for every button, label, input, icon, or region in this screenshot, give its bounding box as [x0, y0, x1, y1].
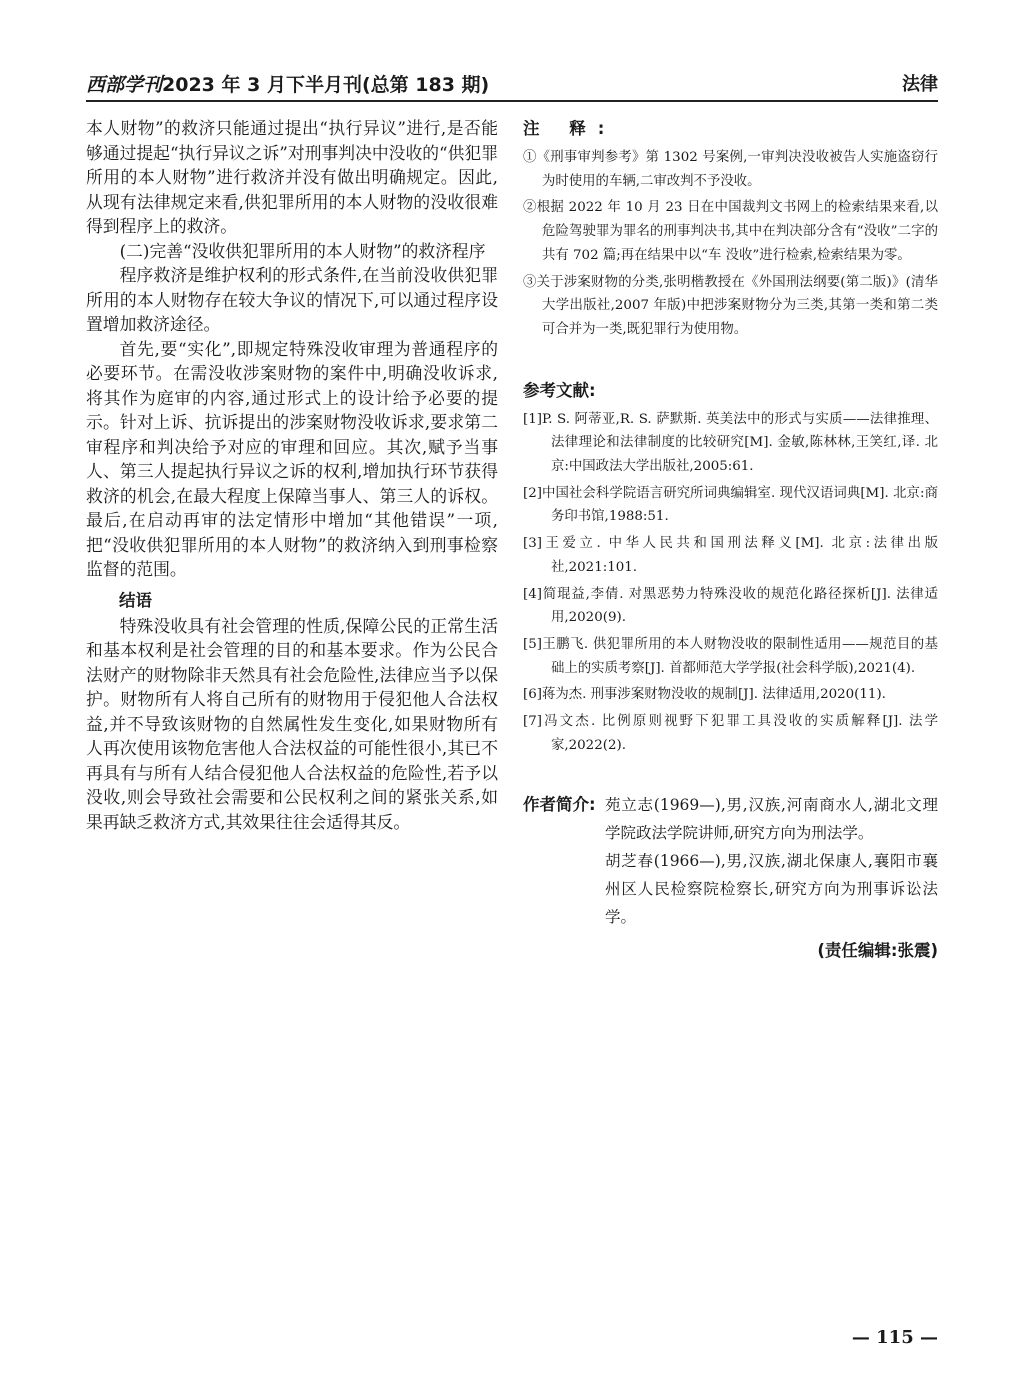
author-bio — [523, 791, 938, 931]
reference-item: [1]P. S. 阿蒂亚,R. S. 萨默斯. 英美法中的形式与实质——法律推理、法律理论和法律制度的比较研究[M]. 金敏,陈林林,王笑红,译. 北京:中国政法大学出版社,2005:61. — [523, 411, 938, 475]
body-paragraph: 本人财物”的救济只能通过提出“执行异议”进行,是否能够通过提起“执行异议之诉”对刑事判决中没收的“供犯罪所用的本人财物”进行救济并没有做出明确规定。因此,从现有法律规定来看,供犯罪所用的本人财物的没收很难得到程序上的救济。 — [86, 118, 498, 236]
conclusion-heading: 结语 — [119, 590, 152, 610]
references-title: 参考文献: — [523, 380, 596, 400]
header-divider — [86, 100, 938, 102]
reference-item: [2]中国社会科学院语言研究所词典编辑室. 现代汉语词典[M]. 北京:商务印书馆,1988:51. — [523, 485, 938, 525]
author-label: 作者简介: — [523, 795, 596, 815]
running-header — [86, 70, 938, 98]
journal-logo: 西部学刊 — [86, 74, 163, 96]
body-paragraph: 首先,要“实化”,即规定特殊没收审理为普通程序的必要环节。在需没收涉案财物的案件中,明确没收诉求,将其作为庭审的内容,通过形式上的设计给予必要的提示。针对上诉、抗诉提出的涉案财物没收诉求,要求第二审程序和判决给予对应的审理和回应。其次,赋予当事人、第三人提起执行异议之诉的权利,增加执行环节获得救济的机会,在最大程度上保障当事人、第三人的诉权。最后,在启动再审的法定情形中增加“其他错误”一项,把“没收供犯罪所用的本人财物”的救济纳入到刑事检察监督的范围。 — [86, 338, 498, 579]
note-item: ③关于涉案财物的分类,张明楷教授在《外国刑法纲要(第二版)》(清华大学出版社,2007 年版)中把涉案财物分为三类,其第一类和第二类可合并为一类,既犯罪行为使用物。 — [523, 274, 938, 337]
reference-item: [3]王爱立. 中华人民共和国刑法释义[M]. 北京:法律出版社,2021:101. — [523, 536, 938, 575]
body-paragraph: 程序救济是维护权利的形式条件,在当前没收供犯罪所用的本人财物存在较大争议的情况下,可以通过程序设置增加救济途径。 — [86, 265, 498, 334]
reference-item: [7]冯文杰. 比例原则视野下犯罪工具没收的实质解释[J]. 法学家,2022(2). — [523, 714, 938, 753]
author-entry: 胡芝春(1966—),男,汉族,湖北保康人,襄阳市襄州区人民检察院检察长,研究方向为刑事诉讼法学。 — [605, 852, 938, 927]
note-item: ②根据 2022 年 10 月 23 日在中国裁判文书网上的检索结果来看,以危险驾驶罪为罪名的刑事判决书,其中在判决部分含有“没收”二字的共有 702 篇;再在结果中以“车 没收”进行检索,检索结果为零。 — [523, 200, 938, 263]
section-label: 法律 — [902, 74, 938, 95]
responsible-editor: (责任编辑:张震) — [817, 941, 938, 961]
journal-title — [86, 70, 489, 97]
page-number: — 115 — — [851, 1327, 938, 1348]
notes-column — [523, 118, 938, 963]
reference-item: [5]王鹏飞. 供犯罪所用的本人财物没收的限制性适用——规范目的基础上的实质考察[J]. 首都师范大学学报(社会科学版),2021(4). — [523, 636, 938, 676]
notes-title: 注 释: — [523, 119, 617, 138]
author-entry: 苑立志(1969—),男,汉族,河南商水人,湖北文理学院政法学院讲师,研究方向为刑法学。 — [605, 796, 938, 843]
note-item: ①《刑事审判参考》第 1302 号案例,一审判决没收被告人实施盗窃行为时使用的车辆,二审改判不予没收。 — [523, 150, 938, 189]
issue-info: 2023 年 3 月下半月刊(总第 183 期) — [162, 74, 490, 96]
reference-item: [4]简琨益,李倩. 对黑恶势力特殊没收的规范化路径探析[J]. 法律适用,2020(9). — [523, 586, 938, 626]
body-paragraph: 特殊没收具有社会管理的性质,保障公民的正常生活和基本权利是社会管理的目的和基本要求。作为公民合法财产的财物除非天然具有社会危险性,法律应当予以保护。财物所有人将自己所有的财物用于侵犯他人合法权益,并不导致该财物的自然属性发生变化,如果财物所有人再次使用该物危害他人合法权益的可能性很小,其已不再具有与所有人结合侵犯他人合法权益的危险性,若予以没收,则会导致社会需要和公民权利之间的紧张关系,如果再缺乏救济方式,其效果往往会适得其反。 — [86, 615, 498, 832]
reference-item: [6]蒋为杰. 刑事涉案财物没收的规制[J]. 法律适用,2020(11). — [523, 687, 886, 703]
subsection-heading: (二)完善“没收供犯罪所用的本人财物”的救济程序 — [119, 240, 486, 261]
body-column — [86, 116, 498, 834]
